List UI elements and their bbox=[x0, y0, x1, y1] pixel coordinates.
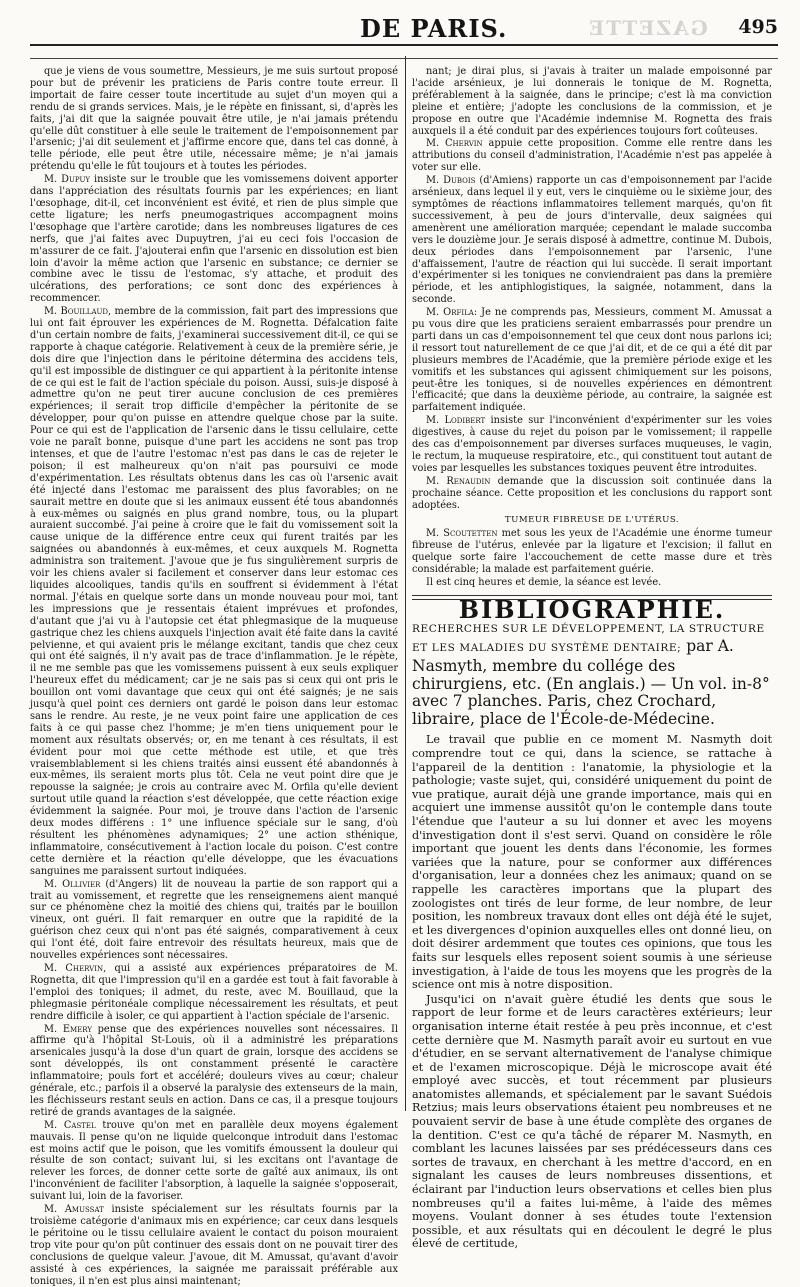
paragraph: Le travail que publie en ce moment M. Nasmyth doit comprendre tout ce qui, dans la science, se rattache à l'appareil de la dentition : l'anatomie, la physiologie et la pathologie; vaste sujet, qui, considéré uniquement du point de vue pratique, aurait déjà une grande importance, mais qui en acquiert une immense aussitôt qu'on le contemple dans toute l'étendue que l'auteur a su lui donner et avec les moyens d'investigation dont il s'est servi. Quand on considère le rôle important que jouent les dents dans l'économie, les formes variées que la nature, pour se conformer aux différences d'organisation, leur a données chez les animaux; quand on se rappelle les caractères importans que la plupart des zoologistes ont tirés de leur forme, de leur nombre, de leur position, les nombreux travaux dont elles ont déjà été le sujet, et les divergences d'opinion auxquelles elles ont donné lieu, on doit désirer ardemment que toutes ces opinions, que tous les faits sur lesquels elles reposent soient soumis à une sérieuse investigation, à l'aide de tous les moyens que les progrès de la science ont mis à notre disposition. bbox=[412, 733, 772, 992]
paragraph: M. Dupuy insiste sur le trouble que les vomissemens doivent apporter dans l'appréciation des résultats fournis par les expériences; en liant l'œsophage, dit-il, cet inconvénient est évité, et rien de plus simple que cette ligature; les nerfs pneumogastriques accompagnent moins l'œsophage que l'artère carotide; dans les nombreuses ligatures de ces nerfs, que j'ai faites avec Dupuytren, j'ai eu ceci fois l'occasion de m'assurer de ce fait. J'ajouterai enfin que l'arsenic en dissolution est bien loin d'avoir la même action que l'arsenic en substance; ce dernier se combine avec le tissu de l'estomac, s'y attache, et produit des ulcérations, des perforations; ce sont donc des expériences à recommencer. bbox=[30, 174, 398, 305]
paragraph: Jusqu'ici on n'avait guère étudié les dents que sous le rapport de leur forme et de leurs caractères extérieurs; leur organisation interne était restée à peu près inconnue, et c'est cette dernière que M. Nasmyth paraît avoir eu surtout en vue d'étudier, en se servant alternativement de l'analyse chimique et de l'examen microscopique. Déjà le microscope avait été employé avec succès, et tout récemment par plusieurs anatomistes allemands, et spécialement par le savant Suédois Retzius; mais leurs observations étaient peu nombreuses et ne pouvaient servir de base à une étude complète des organes de la dentition. C'est ce qu'a tâché de réparer M. Nasmyth, en comblant les lacunes laissées par ses prédécesseurs dans ces sortes de travaux, en cherchant à les mettre d'accord, en en signalant les causes de leurs nombreuses dissentions, et éclairant par l'induction leurs observations et celles bien plus nombreuses qu'il a faites lui-même, à l'aide des mêmes moyens. Voulant donner à ses études toute l'extension possible, et aux résultats qui en découlent le degré le plus élevé de certitude, bbox=[412, 992, 772, 1251]
paragraph: M. Orfila: Je ne comprends pas, Messieurs, comment M. Amussat a pu vous dire que les praticiens seraient embarrassés pour prendre un parti dans un cas d'empoisonnement tel que ceux dont nous parlons ici; il ressort tout naturellement de ce que j'ai dit, et de ce qui a été dit par plusieurs membres de l'Académie, que la première période exige et les vomitifs et les substances qui agissent chimiquement sur les poisons, peut-être les toniques, si de nouvelles expériences en démontrent l'efficacité; que dans la deuxième période, au contraire, la saignée est parfaitement indiquée. bbox=[412, 307, 772, 414]
paragraph: M. Amussat insiste spécialement sur les résultats fournis par la troisième catégorie d'animaux mis en expérience; car ceux dans lesquels le péritoine ou le tissu cellulaire avaient le contact du poison mouraient trop vite pour qu'on pût continuer des essais dont on ne pouvait tirer des conclusions de quelque valeur. J'avoue, dit M. Amussat, qu'avant d'avoir assisté à ces expériences, la saignée me paraissait préférable aux toniques, il n'en est plus ainsi maintenant; bbox=[30, 1204, 398, 1287]
right-column bbox=[412, 66, 773, 1251]
paragraph: nant; je dirai plus, si j'avais à traiter un malade empoisonné par l'acide arsénieux, je lui donnerais le tonique de M. Rognetta, préférablement à la saignée, dans le principe; c'est là ma conviction pleine et entière; j'adopte les conclusions de la commission, et je propose en outre que l'Académie indemnise M. Rognetta des frais auxquels il a été conduit par des expériences toujours fort coûteuses. bbox=[412, 66, 772, 137]
paragraph: M. Lodibert insiste sur l'inconvénient d'expérimenter sur les voies digestives, à cause du rejet du poison par le vomissement; il rappelle des cas d'empoisonnement par diverses surfaces muqueuses, le vagin, le rectum, la muqueuse respiratoire, etc., qui constituent tout autant de voies par lesquelles les substances toxiques peuvent être introduites. bbox=[412, 415, 773, 474]
speaker-name: M. Bouillaud bbox=[44, 306, 109, 318]
speaker-name: M. Amussat bbox=[44, 1204, 104, 1216]
paragraph: Il est cinq heures et demie, la séance est levée. bbox=[426, 577, 662, 589]
paragraph: M. Chervin, qui a assisté aux expériences préparatoires de M. Rognetta, dit que l'impression qu'il en a gardée est tout à fait favorable à l'emploi des toniques; il admet, du reste, avec M. Bouillaud, que la phlegmasie péritonéale complique nécessairement les résultats, et peut rendre difficile à isoler, ce qui appartient à l'action spéciale de l'arsenic. bbox=[30, 962, 399, 1022]
top-rule bbox=[30, 58, 778, 59]
book-title: RECHERCHES SUR LE DÉVELOPPEMENT, LA STRUCTURE ET LES MALADIES DU SYSTÈME DENTAIRE; bbox=[412, 622, 765, 655]
review-body bbox=[412, 733, 772, 1251]
speaker-name: M. Orfila bbox=[426, 307, 474, 319]
speaker-name: M. Ollivier bbox=[44, 878, 101, 890]
speaker-name: M. Lodibert bbox=[426, 415, 486, 427]
speaker-name: M. Chervin bbox=[44, 962, 104, 974]
speaker-name: M. Dubois bbox=[426, 175, 476, 187]
book-details: par A. Nasmyth, membre du collége des chirurgiens, etc. (En anglais.) — Un vol. in-8° avec 7 planches. Paris, chez Crochard, libraire, place de l'École-de-Médecine. bbox=[412, 637, 770, 728]
speaker-name: M. Scoutetten bbox=[426, 528, 498, 540]
paragraph: M. Bouillaud, membre de la commission, fait part des impressions que lui ont fait éprouver les expériences de M. Rognetta. Défalcation faite d'un certain nombre de faits, j'examinerai successivement dit-il, ce qui se rapporte à chaque catégorie. Relativement à ceux de la première série, je dois dire que l'injection dans le péritoine détermina des accidens tels, qu'il est impossible de distinguer ce qui appartient à la péritonite intense de ce qui est le fait de l'action spéciale du poison. Aussi, suis-je disposé à admettre qu'on ne peut tirer aucune conclusion de ces premières expériences; il serait trop difficile d'empêcher la péritonite de se développer, pour qu'on puisse en attendre quelque chose par la suite. Pour ce qui est de l'application de l'arsenic dans le tissu cellulaire, cette voie ne paraît bonne, puisque d'une part les accidens ne sont pas trop intenses, et que de l'autre l'estomac n'est pas dans le cas de rejeter le poison; il est malheureux qu'on n'ait pas poursuivi ce mode d'expérimentation. Les résultats obtenus dans les cas où l'arsenic avait été injecté dans l'estomac me paraissent des plus favorables; on ne saurait mettre en doute que si les animaux eussent été tous abandonnés à eux-mêmes ou saignés en plus grand nombre, tous, ou la plupart auraient succombé. J'ai peine à croire que le fait du vomissement soit la cause unique de la différence entre ceux qui furent traités par les saignées ou abandonnés à eux-mêmes, et ceux auxquels M. Rognetta administra son traitement. J'avoue que je fus singulièrement surpris de voir les chiens avaler si facilement et conserver dans leur estomac ces liquides alcooliques, tandis qu'ils en souffrent si évidemment à l'état normal. J'étais en quelque sorte dans un monde nouveau pour moi, tant les impressions que je ressentais étaient imprévues et profondes, d'autant que j'ai vu à l'autopsie cet état phlegmasique de la muqueuse gastrique chez les chiens auxquels l'injection avait été faite dans la cavité pelvienne, et qui avaient pris le mélange excitant, tandis que chez ceux qui ont été saignés, il n'y avait pas de trace d'inflammation. Je le répète, il ne me semble pas que les vomissemens puissent à eux seuls expliquer l'heureux effet du médicament; car je ne sais pas si ceux qui ont pris le bouillon ont vomi davantage que ceux qui ont été saignés; je ne sais jusqu'à quel point ces derniers ont gardé le poison dans leur estomac sans le rendre. Au reste, je ne veux point faire une application de ces faits à ce qui passe chez l'homme; je m'en tiens uniquement pour le moment aux résultats observés; or, en me tenant à ces résultats, il est évident pour moi que cette méthode est utile, et que très vraisemblablement si les chiens traités ainsi eussent été abandonnés à eux-mêmes, ils seraient morts plus tôt. Cela ne veut point dire que je repousse la saignée; je crois au contraire avec M. Orfila qu'elle devient surtout utile quand la réaction s'est développée, que cette réaction exige évidemment la saignée. Pour moi, je trouve dans l'action de l'arsenic deux modes différens : 1° une influence spéciale sur le sang, d'où résultent les phénomènes adynamiques; 2° une action sthénique, inflammatoire, consécutivement à l'action locale du poison. C'est contre cette dernière et la réaction qu'elle développe, que les évacuations sanguines me paraissent surtout indiquées. bbox=[30, 306, 398, 877]
book-reference bbox=[412, 619, 772, 729]
section-subheading: TUMEUR FIBREUSE DE L'UTÉRUS. bbox=[504, 514, 680, 525]
speaker-name: M. Chervin bbox=[426, 138, 483, 150]
bibliography-heading: BIBLIOGRAPHIE. bbox=[458, 594, 726, 624]
paragraph: M. Chervin appuie cette proposition. Comme elle rentre dans les attributions du conseil d'administration, l'Académie n'est pas appelée à voter sur elle. bbox=[412, 138, 772, 174]
paragraph: M. Castel trouve qu'on met en parallèle deux moyens également mauvais. Il pense qu'on ne liquide quelconque introduit dans l'estomac est moins actif que le poison, que les vomitifs émoussent la douleur qui résulte de son contact; suivant lui, si les excitans ont l'avantage de relever les forces, de donner cette sorte de gaîté aux animaux, ils ont l'inconvénient de faciliter l'absorption, à laquelle la saignée s'opposerait, suivant lui, loin de la favoriser. bbox=[30, 1119, 398, 1203]
paragraph: M. Scoutetten met sous les yeux de l'Académie une énorme tumeur fibreuse de l'utérus, enlevée par la ligature et l'excision; il fallut en quelque sorte faire l'accouchement de cette masse dure et très considérable; la malade est parfaitement guérie. bbox=[412, 528, 772, 576]
speaker-name: M. Castel bbox=[44, 1119, 96, 1131]
left-column bbox=[30, 66, 399, 1287]
paragraph: M. Emery pense que des expériences nouvelles sont nécessaires. Il affirme qu'à l'hôpital St-Louis, où il a administré les préparations arsenicales jusqu'à la dose d'un quart de grain, lorsque des accidens se sont développés, ils ont constamment présenté le caractère inflammatoire; pouls fort et accéléré; douleurs vives au cœur; chaleur générale, etc.; parfois il a observé la paralysie des extenseurs de la main, les fléchisseurs restant seuls en action. Dans ce cas, il a presque toujours retiré de grands avantages de la saignée. bbox=[30, 1023, 398, 1118]
paragraph: M. Dubois (d'Amiens) rapporte un cas d'empoisonnement par l'acide arsénieux, dans lequel il y eut, vers le cinquième ou le sixième jour, des symptômes de réactions inflammatoires tellement marqués, qu'on fit successivement, à peu de jours d'intervalle, deux saignées qui amenèrent une amélioration marquée; cependant le malade succomba vers le douzième jour. Je serais disposé à admettre, continue M. Dubois, deux périodes dans l'empoisonnement par l'arsenic, l'une d'affaissement, l'autre de réaction qui lui succède. Il serait important d'expérimenter si les toniques ne conviendraient pas dans la première période, et les antiphlogistiques, la saignée, notamment, dans la seconde. bbox=[412, 175, 772, 306]
paragraph: M. Renaudin demande que la discussion soit continuée dans la prochaine séance. Cette proposition et les conclusions du rapport sont adoptées. bbox=[412, 475, 772, 511]
mirrored-show-through-title: GAZETTE bbox=[587, 16, 708, 40]
paragraph: M. Ollivier (d'Angers) lit de nouveau la partie de son rapport qui a trait au vomissement, et regrette que les renseignemens aient manqué sur ce phénomène chez la moitié des chiens qui, traités par le bouillon vineux, ont guéri. Il fait remarquer en outre que la rapidité de la guérison chez ceux qui n'ont pas été saignés, comparativement à ceux qui l'ont été, doit faire entrevoir des résultats heureux, mais que de nouvelles expériences sont nécessaires. bbox=[30, 878, 398, 962]
page-header bbox=[30, 14, 778, 46]
newspaper-title: DE PARIS. bbox=[360, 14, 508, 43]
paragraph: que je viens de vous soumettre, Messieurs, je me suis surtout proposé pour but de prévenir les praticiens de Paris contre toute erreur. Il importait de faire cesser toute incertitude au sujet d'un moyen qui a rendu de si grands services. Mais, je le répète en finissant, si, d'après les faits, j'ai dit que la saignée pouvait être utile, je n'ai jamais prétendu qu'elle dût constituer à elle seule le traitement de l'empoisonnement par l'arsenic; j'ai dit seulement et j'affirme encore que, dans tel cas donné, à telle période, elle peut être utile, nécessaire même; je n'ai jamais prétendu qu'elle le fût toujours et à toutes les périodes. bbox=[30, 66, 398, 173]
speaker-name: M. Renaudin bbox=[426, 475, 491, 487]
speaker-name: M. Dupuy bbox=[44, 174, 90, 186]
column-divider bbox=[405, 56, 406, 1111]
page-number: 495 bbox=[738, 16, 778, 38]
speaker-name: M. Emery bbox=[44, 1023, 92, 1035]
